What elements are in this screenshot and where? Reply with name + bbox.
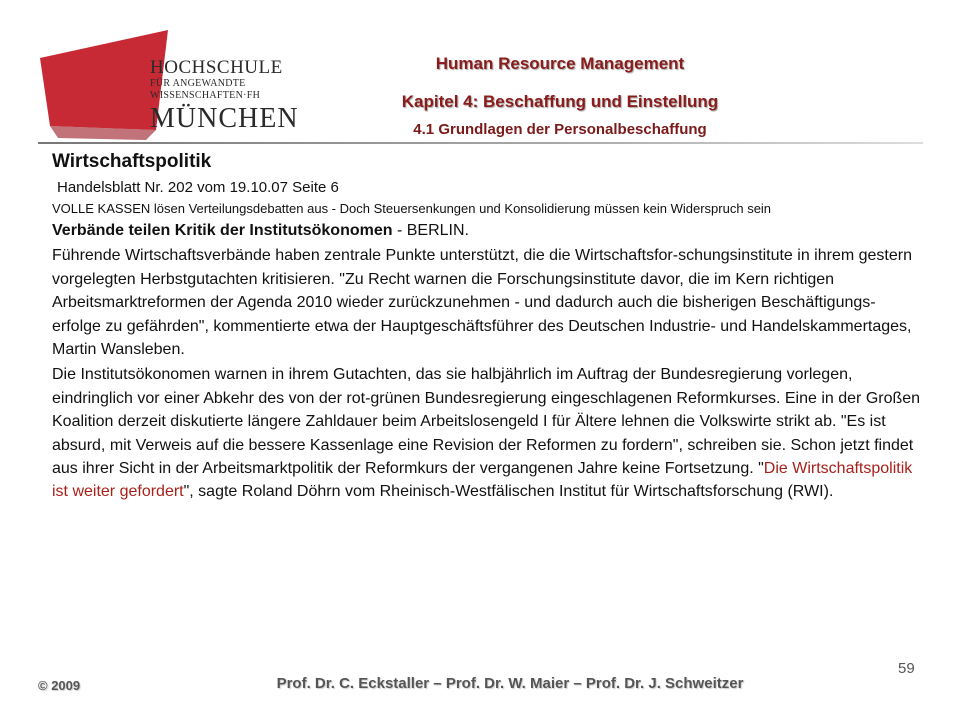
highlighted-quote: Die Wirtschaftspolitik ist weiter gefordert <box>52 460 913 501</box>
article-paragraph-2 <box>52 363 922 503</box>
course-title: Human Resource Management <box>435 54 685 73</box>
paragraph-2-end: ", sagte Roland Döhrn vom Rheinisch-Westfälischen Institut für Wirtschaftsforschung (RWI). <box>183 483 834 501</box>
article-paragraph-1: Führende Wirtschaftsverbände haben zentrale Punkte unterstützt, die die Wirtschaftsfor-schungsinstitute in ihrem gestern vorgelegten Herbstgutachten kritisieren. "Zu Recht warnen die Forschungsinstitute davor, die im Kern richtigen Arbeitsmarktreformen der Agenda 2010 wieder zurückzunehmen - und dadurch auch die bisherigen Beschäftigungs-erfolge zu gefährden", kommentierte etwa der Hauptgeschäftsführer des Deutschen Industrie- und Handelskammertages, Martin Wansleben. <box>52 247 912 359</box>
page-title: Wirtschaftspolitik <box>52 151 212 172</box>
chapter-title: Kapitel 4: Beschaffung und Einstellung <box>401 92 719 111</box>
header-divider <box>38 142 923 144</box>
logo-line-hochschule: HOCHSCHULE <box>150 57 283 78</box>
article-subheading: VOLLE KASSEN lösen Verteilungsdebatten aus - Doch Steuersenkungen und Konsolidierung müssen kein Widerspruch sein <box>52 201 772 216</box>
footer-authors: Prof. Dr. C. Eckstaller – Prof. Dr. W. Maier – Prof. Dr. J. Schweitzer <box>276 675 744 692</box>
source-citation: Handelsblatt Nr. 202 vom 19.10.07 Seite 6 <box>57 179 339 196</box>
logo-text <box>150 58 299 134</box>
logo-line-angewandte: FÜR ANGEWANDTE <box>150 78 246 89</box>
lead-headline: Verbände teilen Kritik der Institutsökonomen <box>52 222 393 239</box>
logo-line-wissenschaften: WISSENSCHAFTEN·FH <box>150 90 261 101</box>
copyright: © 2009 <box>38 678 81 693</box>
article-lead <box>52 219 922 242</box>
page-number: 59 <box>898 660 915 677</box>
section-title: 4.1 Grundlagen der Personalbeschaffung <box>413 121 707 138</box>
lead-location: - BERLIN. <box>392 222 469 239</box>
paragraph-2-start: Die Institutsökonomen warnen in ihrem Gutachten, das sie halbjährlich im Auftrag der Bundesregierung vorlegen, eindringlich vor einer Abkehr des von der rot-grünen Bundesregierung eingeschlagenen Reformkurses. Eine in der Großen Koalition derzeit diskutierte längere Zahldauer beim Arbeitslosengeld I für Ältere lehnen die Volkswirte strikt ab. "Es ist absurd, mit Verweis auf die bessere Kassenlage eine Revision der Reformen zu fordern", schreiben sie. Schon jetzt findet aus ihrer Sicht in der Arbeitsmarktpolitik der Reformkurs der vergangenen Jahre keine Fortsetzung. " <box>52 366 921 478</box>
logo-line-muenchen: MÜNCHEN <box>150 103 299 134</box>
slide-content <box>52 150 922 504</box>
